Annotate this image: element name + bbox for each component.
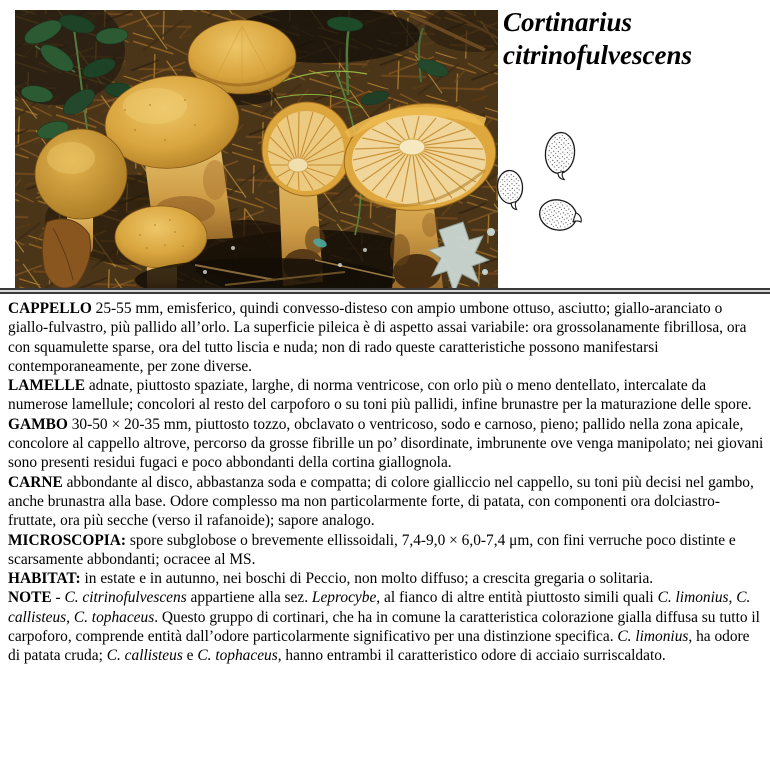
mushroom-photo-art bbox=[15, 10, 498, 291]
species-title: Cortinarius citrinofulvescens bbox=[503, 7, 692, 70]
spore-illustration bbox=[488, 123, 603, 238]
section-cappello: CAPPELLO 25-55 mm, emisferico, quindi convesso-disteso con ampio umbone ottuso, asciutto; giallo-aranciato o giallo-fulvastro, più pallido all’orlo. La superficie pileica è di aspetto assai variabile: ora grossolanamente fibrillosa, ora con squamulette sparse, ora del tutto liscia e nuda; non di rado queste caratteristiche possono manifestarsi contemporaneamente, per zone diverse. bbox=[8, 300, 747, 375]
section-gambo: GAMBO 30-50 × 20-35 mm, piuttosto tozzo, obclavato o ventricoso, sodo e carnoso, pieno; pallido nella zona apicale, concolore al cappello altrove, percorso da grosse fibrille un po’ disordinate, imbrunente ove venga manipolato; nei giovani sono presenti residui fugaci e poco abbondanti della cortina giallognola. bbox=[8, 415, 764, 472]
section-carne: CARNE abbondante al disco, abbastanza soda e compatta; di colore gialliccio nel cappello, su toni più decisi nel gambo, anche brunastra alla base. Odore complesso ma non particolarmente forte, di patata, con componenti ora dolciastro-fruttate, ora più secche (verso il rafanoide); sapore analogo. bbox=[8, 473, 754, 530]
section-habitat: HABITAT: in estate e in autunno, nei boschi di Peccio, non molto diffuso; a crescita gregaria o solitaria. bbox=[8, 570, 654, 588]
section-lamelle: LAMELLE adnate, piuttosto spaziate, larghe, di norma ventricose, con orlo più o meno dentellato, intercalate da numerose lamellule; concolori al resto del carpoforo o su toni più pallidi, infine brunastre per la maturazione delle spore. bbox=[8, 377, 752, 414]
horizontal-rule bbox=[0, 288, 770, 294]
description-text bbox=[8, 299, 764, 666]
mushroom-photo bbox=[15, 10, 498, 291]
spore-drawing-icon bbox=[488, 123, 603, 238]
section-note: NOTE - C. citrinofulvescens appartiene alla sez. Leprocybe, al fianco di altre entità piuttosto simili quali C. limonius, C. callisteus, C. tophaceus. Questo gruppo di cortinari, che ha in comune la caratteristica colorazione gialla diffusa su tutto il carpoforo, comprende entità dall’odore particolarmente significativo per una distinzione specifica. C. limonius, ha odore di patata cruda; C. callisteus e C. tophaceus, hanno entrambi il caratteristico odore di acciaio surriscaldato. bbox=[8, 589, 760, 665]
section-microscopia: MICROSCOPIA: spore subglobose o brevemente ellissoidali, 7,4-9,0 × 6,0-7,4 μm, con fini verruche poco distinte e scarsamente abbondanti; ocracee al MS. bbox=[8, 531, 736, 568]
